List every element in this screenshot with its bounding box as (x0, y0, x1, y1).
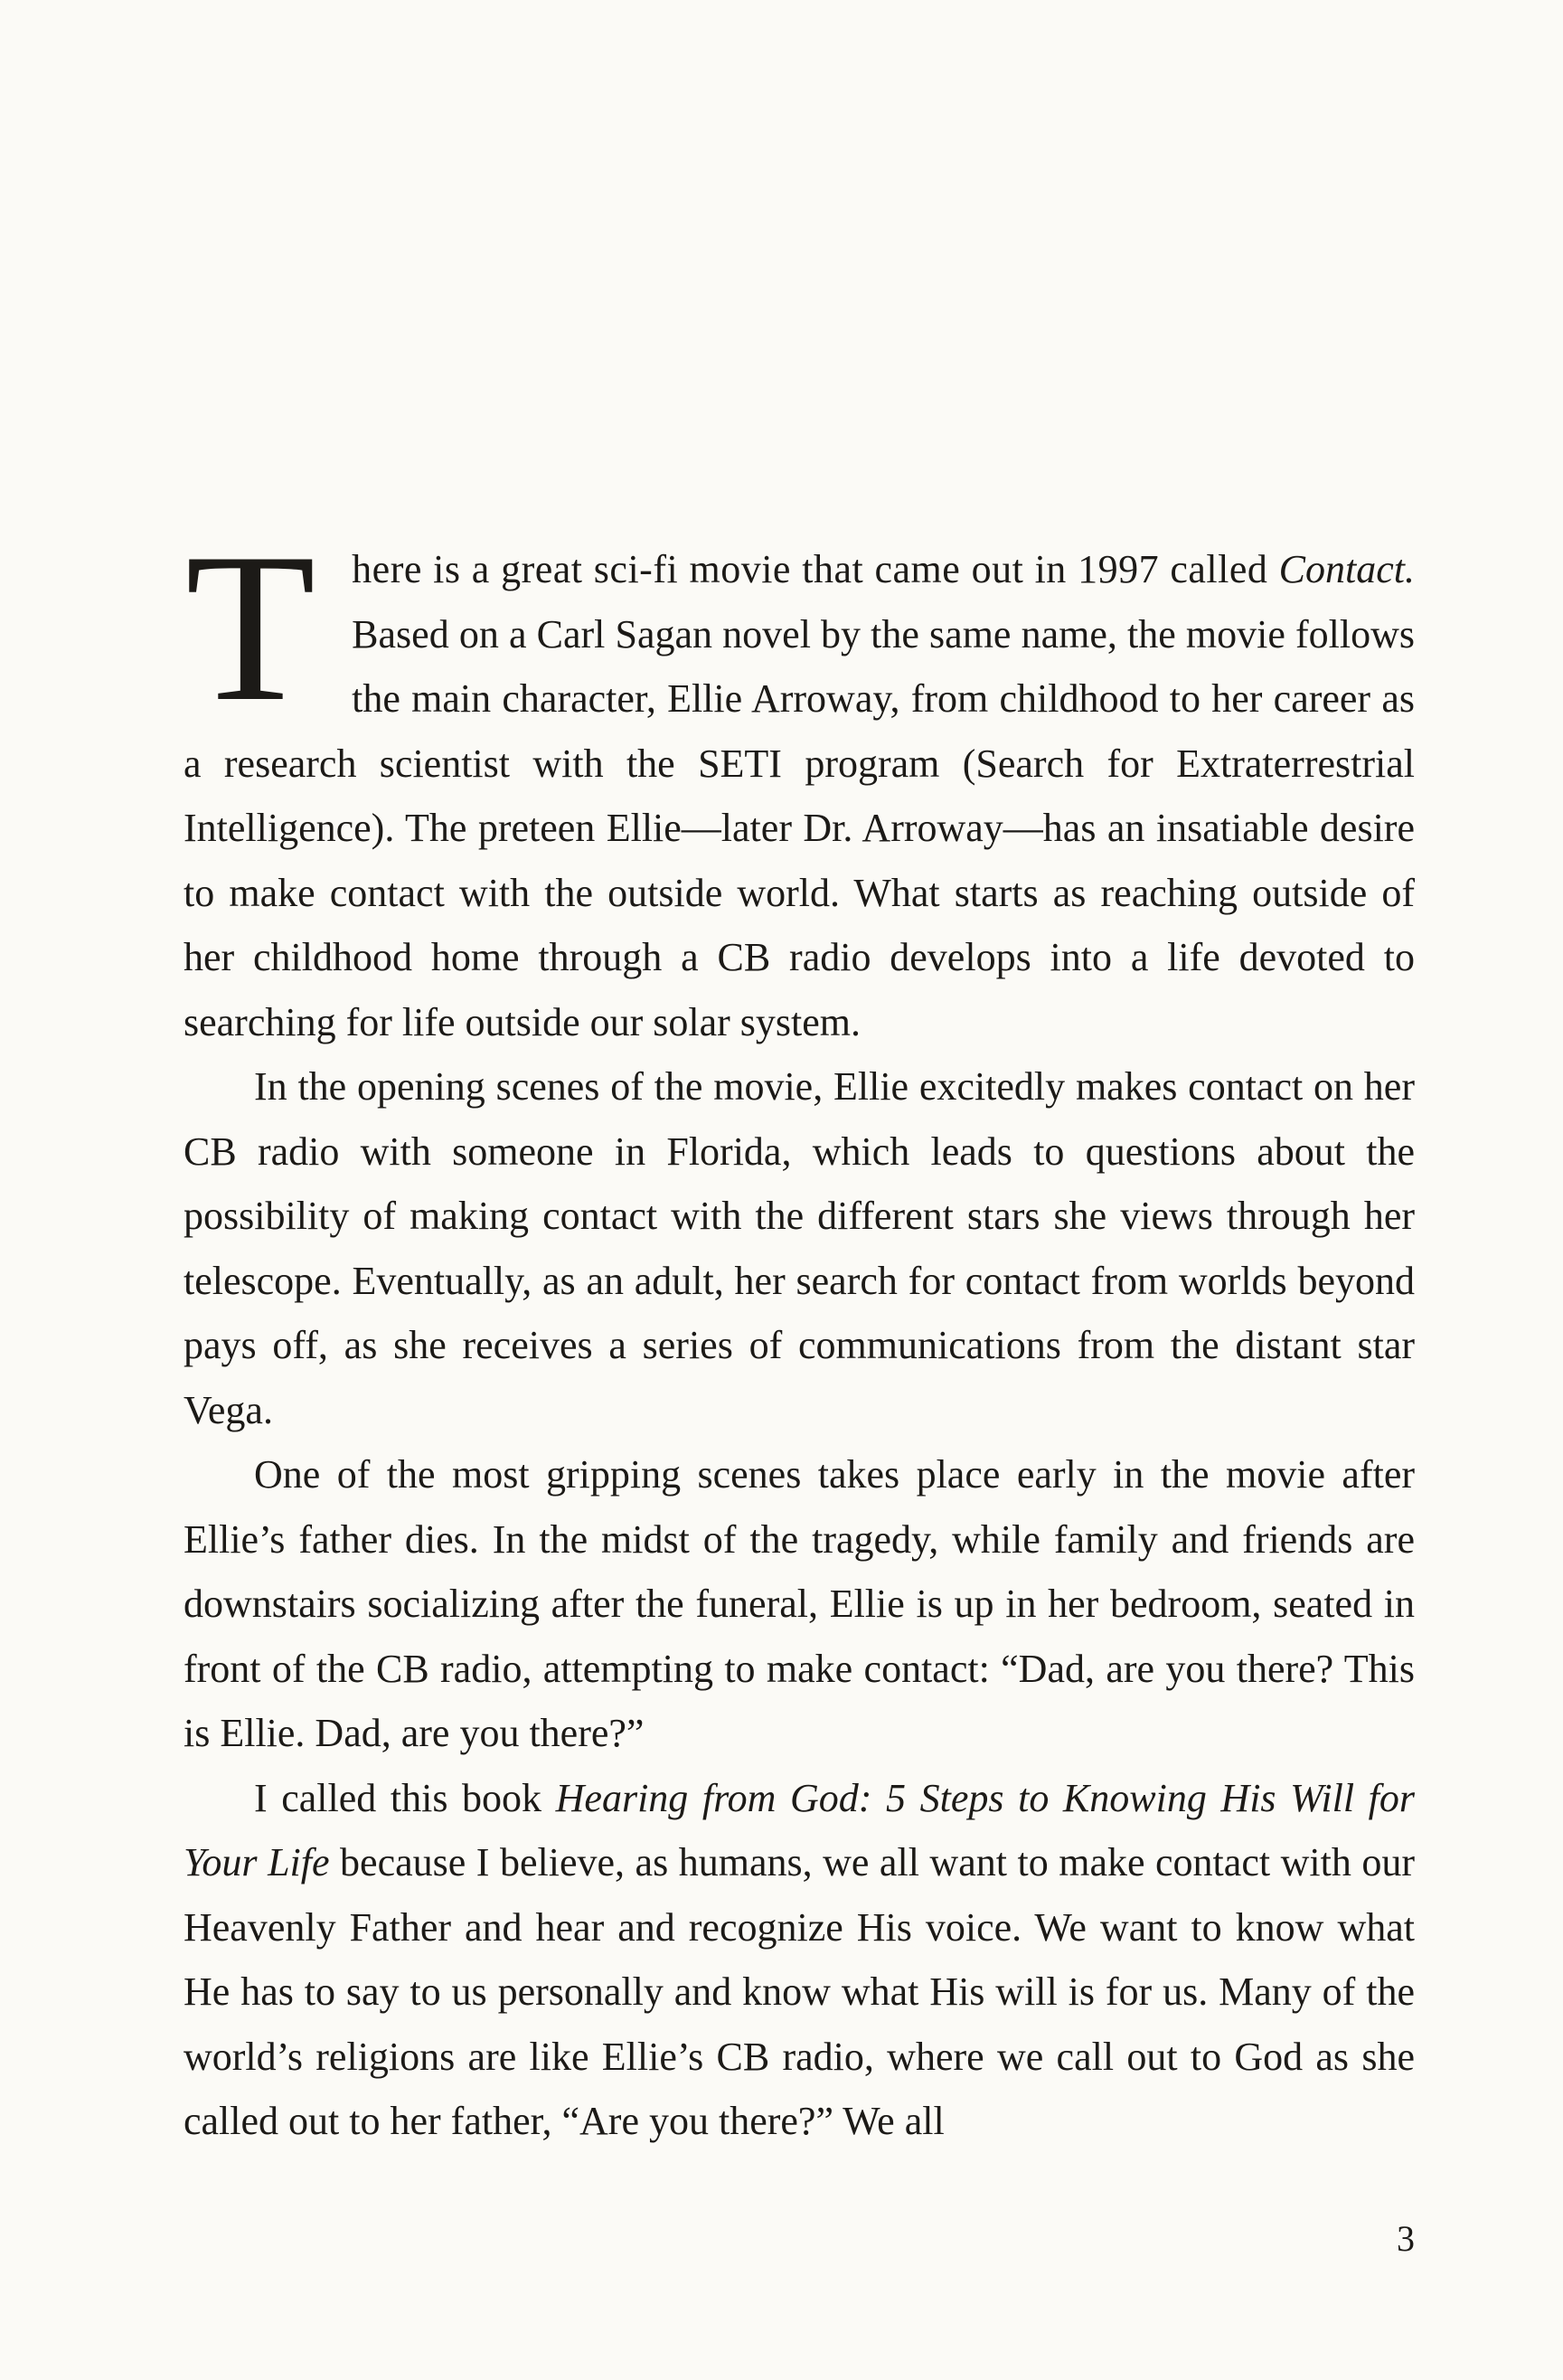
paragraph-book-title (184, 1766, 1415, 2154)
paragraph-opening-scenes: In the opening scenes of the movie, Ellie excitedly makes contact on her CB radio with someone in Florida, which leads to questions about the possibility of making contact with the different stars she views through her telescope. Eventually, as an adult, her search for contact from worlds beyond pays off, as she receives a series of communications from the distant star Vega. (184, 1064, 1415, 1432)
book-paragraph-rest: because I believe, as humans, we all want to make contact with our Heavenly Father and hear and recognize His voice. We want to know what He has to say to us personally and know what His will is for us. Many of the world’s religions are like Ellie’s CB radio, where we call out to God as she called out to her father, “Are you there?” We all (184, 1840, 1415, 2143)
book-title: Hearing from God: 5 Steps to Knowing His Will for Your Life (184, 1775, 1415, 1884)
drop-cap: T (185, 510, 316, 746)
page-number: 3 (1397, 2218, 1415, 2259)
paragraph-gripping-scene: One of the most gripping scenes takes place early in the movie after Ellie’s father dies. In the midst of the tragedy, while family and friends are downstairs socializing after the funeral, Ellie is up in her bedroom, seated in front of the CB radio, attempting to make contact: “Dad, are you there? This is Ellie. Dad, are you there?” (184, 1452, 1415, 1755)
opening-paragraph (184, 510, 1415, 1054)
opening-words: here is a great sci-fi movie that came out in 1997 called (352, 547, 1279, 591)
movie-title: Contact. (1278, 547, 1415, 591)
body-text (184, 510, 1415, 2154)
book-paragraph-lead: I called this book (254, 1775, 556, 1820)
opening-rest: Based on a Carl Sagan novel by the same name, the movie follows the main character, Ellie Arroway, from childhood to her career as a research scientist with the SETI program (Search for Extraterrestrial Intelligence). The preteen Ellie—later Dr. Arroway—has an insatiable desire to make contact with the outside world. What starts as reaching outside of her childhood home through a CB radio develops into a life devoted to searching for life outside our solar system. (184, 611, 1415, 1044)
